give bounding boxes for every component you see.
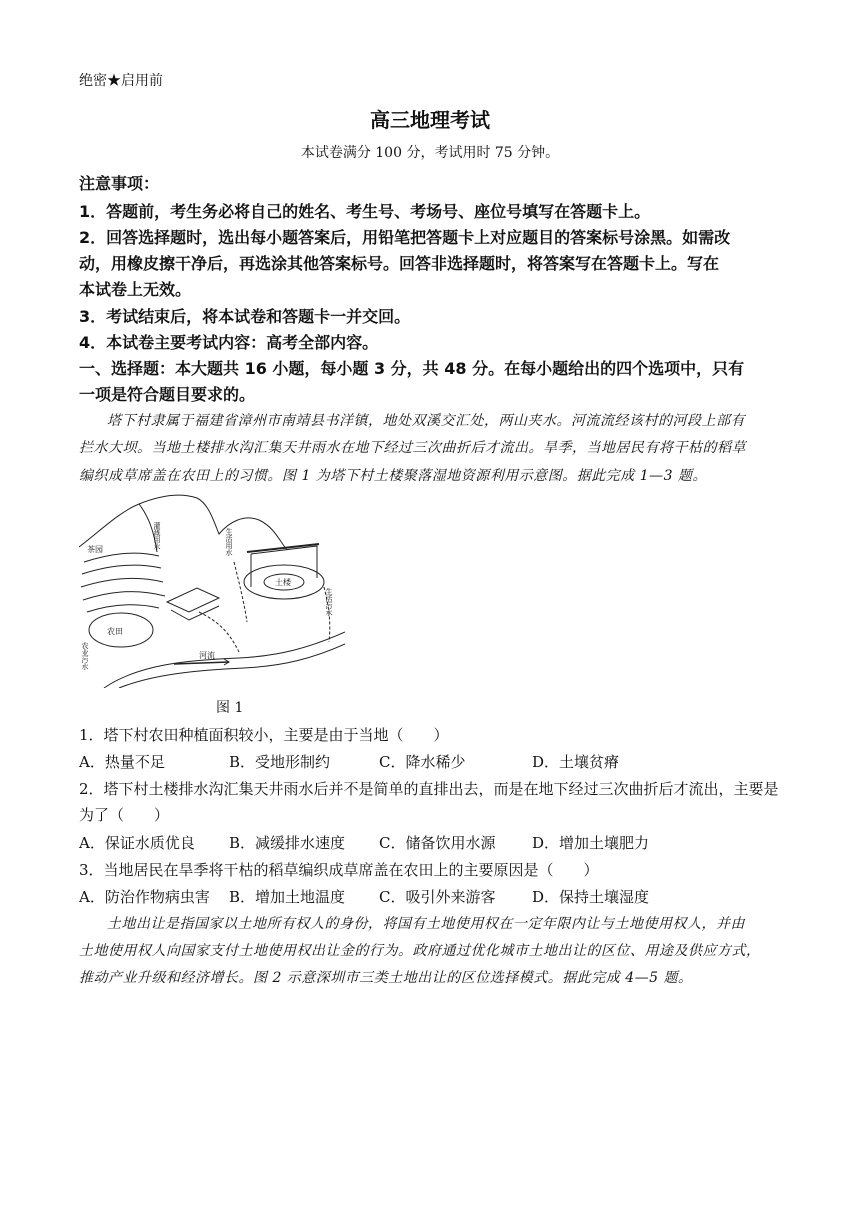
section-heading: 一、选择题：本大题共 16 小题，每小题 3 分，共 48 分。在每小题给出的四个选项中，只有: [79, 359, 745, 378]
note-line: 4．本试卷主要考试内容：高考全部内容。: [79, 333, 379, 352]
passage-line: 拦水大坝。当地土楼排水沟汇集天井雨水在地下经过三次曲折后才流出。旱季，当地居民有将干枯的稻草: [79, 440, 746, 456]
mountain-outline: [79, 495, 287, 550]
option-d: D．增加土壤肥力: [532, 834, 650, 852]
section-heading: 一项是符合题目要求的。: [79, 385, 256, 404]
label-river: 河流: [199, 651, 215, 660]
terrace-lines: [87, 605, 159, 612]
label-farm: 农田: [107, 627, 123, 636]
label-tea: 茶园: [87, 545, 103, 554]
question-stem: 为了（ ）: [79, 806, 170, 824]
note-line: 2．回答选择题时，选出每小题答案后，用铅笔把答题卡上对应题目的答案标号涂黑。如需改: [79, 228, 731, 247]
terrace-lines: [81, 578, 163, 587]
confidential-mark: 绝密★启用前: [79, 73, 163, 89]
question-stem: 2．塔下村土楼排水沟汇集天井雨水后并不是简单的直排出去，而是在地下经过三次曲折后才流出，主要是: [79, 780, 779, 798]
option-b: B．增加土地温度: [229, 888, 346, 906]
water-pipe: [199, 612, 239, 652]
terrace-lines: [82, 565, 161, 574]
label-drinking: 生活用水: [225, 528, 233, 556]
question-stem: 1．塔下村农田种植面积较小，主要是由于当地（ ）: [79, 726, 449, 744]
option-a: A．保证水质优良: [79, 834, 195, 852]
passage-line: 编织成草席盖在农田上的习惯。图 1 为塔下村土楼聚落湿地资源利用示意图。据此完成 1—3 题。: [79, 468, 708, 484]
note-line: 本试卷上无效。: [79, 280, 192, 299]
water-pipe: [234, 562, 247, 622]
option-d: D．土壤贫瘠: [532, 753, 620, 771]
passage-line: 塔下村隶属于福建省漳州市南靖县书洋镇，地处双溪交汇处，两山夹水。河流流经该村的河段上部有: [107, 413, 745, 429]
label-irrigation: 灌溉用水: [153, 522, 161, 550]
river-bank: [104, 632, 345, 688]
option-b: B．受地形制约: [229, 753, 331, 771]
figure-1-diagram: [79, 492, 345, 688]
question-stem: 3．当地居民在旱季将干枯的稻草编织成草席盖在农田上的主要原因是（ ）: [79, 861, 599, 879]
passage-line: 土地出让是指国家以土地所有权人的身份，将国有土地使用权在一定年限内让与土地使用权人，并由: [107, 916, 745, 932]
option-d: D．保持土壤湿度: [532, 888, 650, 906]
note-line: 3．考试结束后，将本试卷和答题卡一并交回。: [79, 307, 411, 326]
terrace-lines: [84, 553, 159, 562]
option-c: C．吸引外来游客: [379, 888, 496, 906]
label-building: 土楼: [275, 578, 291, 587]
label-domestic: 生活污水: [325, 588, 333, 616]
option-b: B．减缓排水速度: [229, 834, 346, 852]
small-building: [167, 588, 219, 612]
figure-caption: 图 1: [216, 700, 244, 716]
option-c: C．降水稀少: [379, 753, 466, 771]
option-a: A．热量不足: [79, 753, 165, 771]
notes-heading: 注意事项：: [79, 174, 160, 193]
page-title: 高三地理考试: [370, 108, 490, 132]
note-line: 1．答题前，考生务必将自己的姓名、考生号、考场号、座位号填写在答题卡上。: [79, 202, 651, 221]
label-ag-waste: 农业污水: [81, 642, 89, 670]
exam-subtitle: 本试卷满分 100 分，考试用时 75 分钟。: [300, 145, 560, 161]
option-c: C．储备饮用水源: [379, 834, 496, 852]
terrace-lines: [83, 592, 165, 600]
river-bank: [119, 644, 345, 688]
passage-line: 推动产业升级和经济增长。图 2 示意深圳市三类土地出让的区位选择模式。据此完成 4—5 题。: [79, 970, 693, 986]
option-a: A．防治作物病虫害: [79, 888, 210, 906]
passage-line: 土地使用权人向国家支付土地使用权出让金的行为。政府通过优化城市土地出让的区位、用途及供应方式，: [79, 943, 761, 959]
note-line: 动，用橡皮擦干净后，再选涂其他答案标号。回答非选择题时，将答案写在答题卡上。写在: [79, 254, 720, 273]
small-building: [171, 606, 219, 620]
